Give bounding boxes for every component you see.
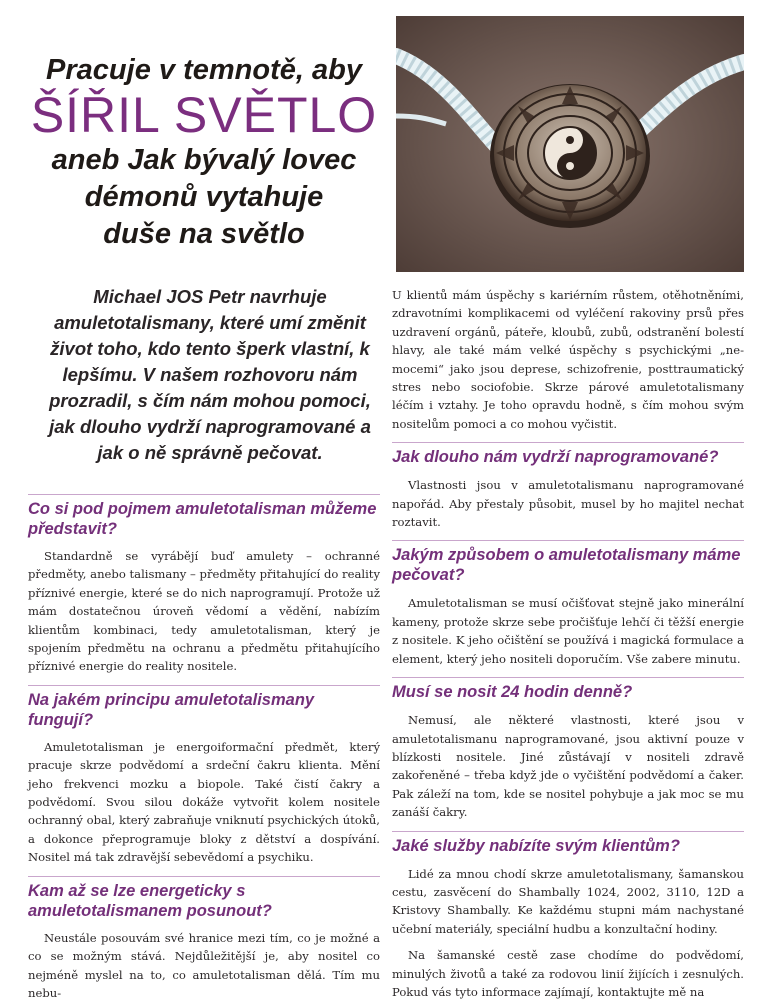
section-heading: Na jakém principu amuletotalismany fungují? <box>28 685 380 730</box>
title-line-1: Pracuje v temnotě, aby <box>46 54 362 86</box>
article-title <box>18 52 390 253</box>
paragraph: Amuletotalisman je energoiformační předmět, který pracuje skrze podvědomí a srdeční čakru klienta. Mění jeho frekvenci mozku a biopole. Také čistí čakry a podvědomí. Svou silou dokáže vytvořit kolem nositele ochranný obal, který zabraňuje vniknutí psychických útoků, a dokonce přeprogramuje bloky z dětství a dospívání. Nositel má tak zdravější sebevědomí a psychiku. <box>28 739 380 865</box>
paragraph: Na šamanské cestě zase chodíme do podvědomí, minulých životů a také za rodovou linií žijících i zesnulých. Pokud vás tyto informace zajímají, kontaktujte mě na <box>392 948 744 999</box>
title-line-3: aneb Jak bývalý lovec <box>51 144 357 176</box>
section-heading: Jak dlouho nám vydrží naprogramované? <box>392 442 744 468</box>
intro-paragraph: U klientů mám úspěchy s kariérním růstem, otěhotněními, zdravotními komplikacemi od vyléčení rakoviny prsů přes uzdravení orgánů, páteře, kloubů, zubů, odstranění bolestí hlavy, ale také mám velké úspěchy s psychickými „ne-mocemi“ jako jsou deprese, schizofrenie, posttraumatický stres nebo sociofobie. Skrze párové amuletotalismany léčím i vztahy. Je toho opravdu hodně, s čím mohou svým nositelům pomoci a co mohou vyčistit. <box>392 288 744 431</box>
section-heading: Kam až se lze energeticky s amuletotalismanem posunout? <box>28 876 380 921</box>
paragraph: Vlastnosti jsou v amuletotalismanu naprogramované napořád. Aby přestaly působit, musel by ho majitel nechat roztavit. <box>392 478 744 530</box>
paragraph: Amuletotalisman se musí očišťovat stejně jako minerální kameny, protože skrze sebe pročišťuje lehčí či těžší energie z nositele. K jeho očištění se používá i magická formulace a element, který jeho nositeli doporučím. Vše zabere minutu. <box>392 596 744 666</box>
paragraph: Standardně se vyrábějí buď amulety – ochranné předměty, anebo talismany – předměty přitahující do reality příznivé energie, které se do nich naprogramují. Protože už mám dostatečnou úroveň vědomí a vědění, nabízím klientům kombinaci, tedy amuletotalisman, který je spojením předmětu na ochranu a předmětu přitahujícího příznivé energie do reality nositele. <box>28 549 380 674</box>
article-lead: Michael JOS Petr navrhuje amuletotalismany, které umí změnit život toho, kdo tento šperk vlastní, k lepšímu. V našem rozhovoru nám prozradil, s čím nám mohou pomoci, jak dlouho vydrží naprogramované a jak o ně správně pečovat. <box>49 286 371 463</box>
left-column <box>28 494 380 1002</box>
title-highlight: ŠÍŘIL SVĚTLO <box>30 87 378 143</box>
yin-yang-pendant-icon <box>396 16 744 272</box>
title-line-5: duše na světlo <box>103 218 305 250</box>
section-heading: Co si pod pojmem amuletotalisman můžeme představit? <box>28 494 380 539</box>
paragraph: Lidé za mnou chodí skrze amuletotalismany, šamanskou cestu, zasvěcení do Shambally 1024, 2002, 3110, 12D a Kristovy Shambally. Ke každému stupni mám nachystané učební materiály, speciální hudbu a konzultační hodiny. <box>392 866 744 936</box>
paragraph: Neustále posouvám své hranice mezi tím, co je možné a co se možným stává. Nejdůležitější je, aby nositel co nejméně myslel na to, co amuletotalisman dělá. Tím mu nebu- <box>28 930 380 1000</box>
section-heading: Jaké služby nabízíte svým klientům? <box>392 831 744 857</box>
section-heading: Musí se nosit 24 hodin denně? <box>392 677 744 703</box>
title-line-4: démonů vytahuje <box>84 181 324 213</box>
right-column <box>392 286 744 1001</box>
section-heading: Jakým způsobem o amuletotalismany máme pečovat? <box>392 540 744 586</box>
amulet-photo <box>396 16 744 272</box>
paragraph: Nemusí, ale některé vlastnosti, které jsou v amuletotalismanu naprogramované, jsou aktivní pouze v blízkosti nositele. Jiné zůstávají v nositeli zdravě zakořeněné – třeba když jde o vyčištění podvědomí a čaker. Pak záleží na tom, kde se nositel pohybuje a jak moc se mu zanáší čakry. <box>392 713 744 820</box>
